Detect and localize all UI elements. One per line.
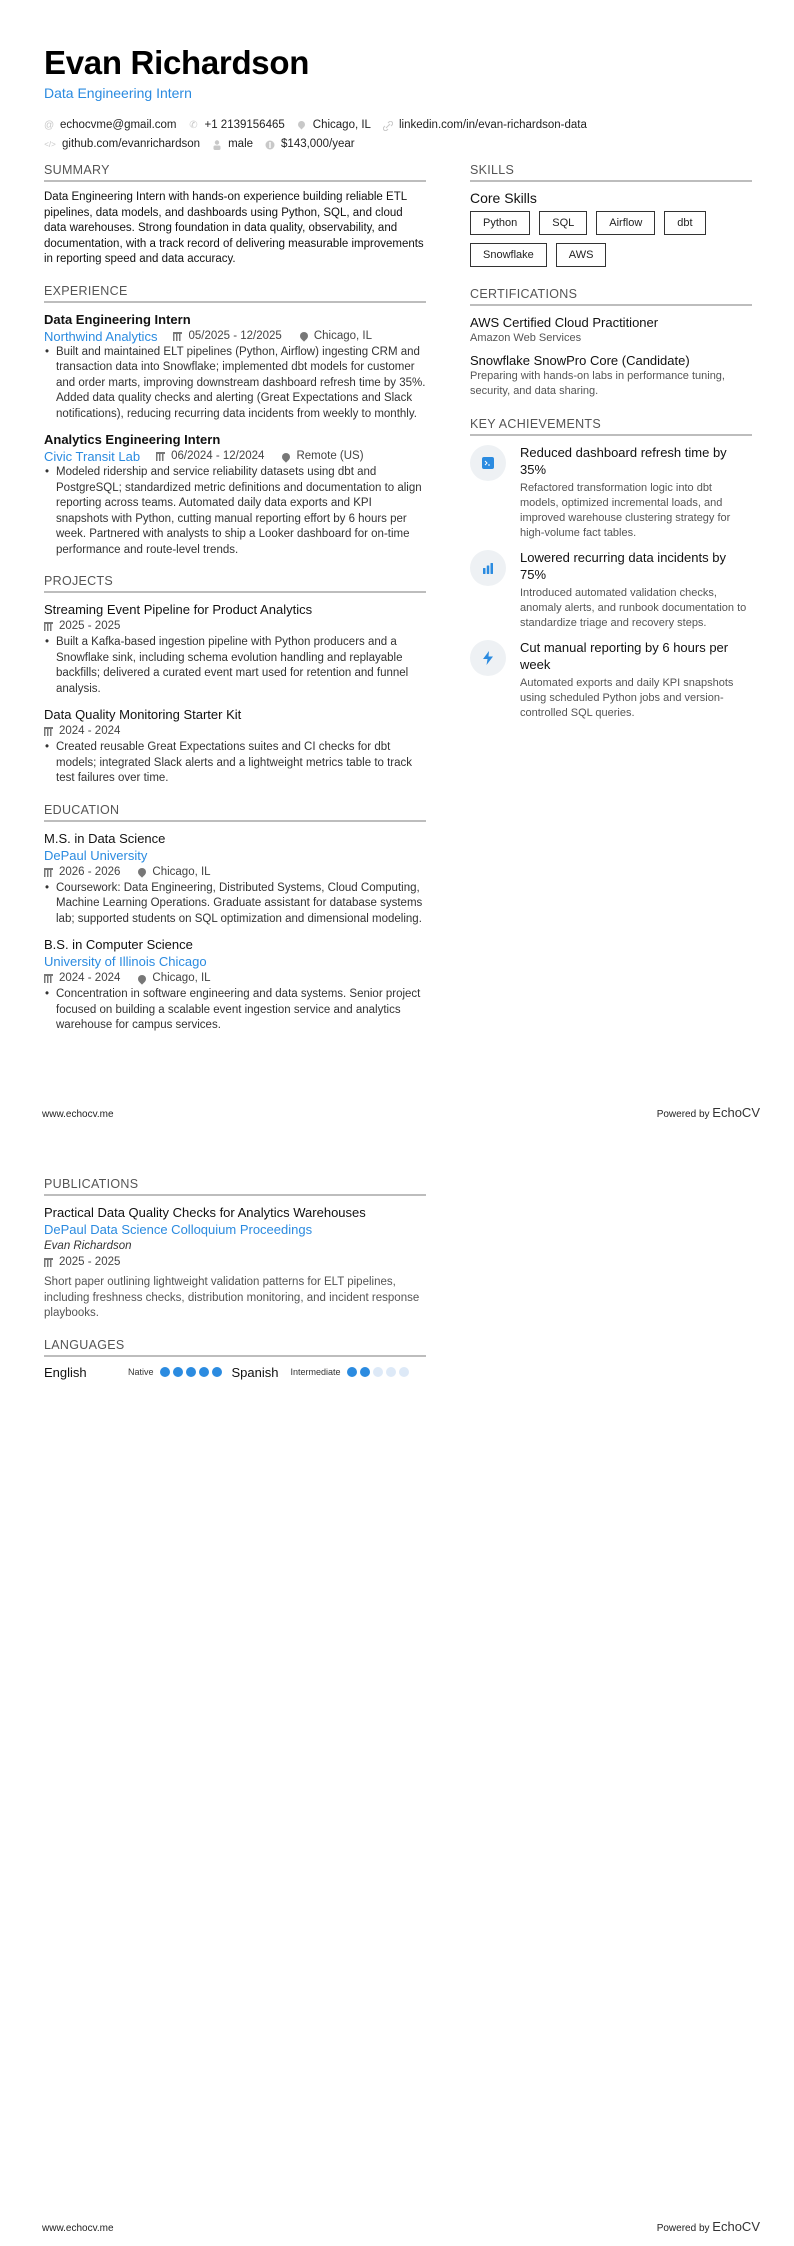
achievement-desc: Automated exports and daily KPI snapshots using scheduled Python jobs and version-controlled SQL queries.	[520, 677, 734, 719]
calendar-icon	[44, 727, 53, 736]
powered-by-text: Powered by	[656, 2223, 710, 2234]
proficiency-dot	[360, 1367, 370, 1377]
section-heading-skills: SKILLS	[470, 163, 752, 182]
education-bullets	[44, 987, 426, 1034]
skill-group-title: Core Skills	[470, 190, 537, 206]
calendar-icon	[44, 1258, 53, 1267]
contact-linkedin[interactable]	[383, 116, 587, 135]
section-heading-summary: SUMMARY	[44, 163, 426, 182]
section-heading-projects: PROJECTS	[44, 574, 426, 593]
salary-icon	[265, 140, 275, 150]
achievement-body	[520, 549, 752, 631]
job-location	[282, 448, 363, 465]
calendar-icon	[44, 974, 53, 983]
education-location	[138, 970, 210, 987]
summary-text: Data Engineering Intern with hands-on experience building reliable ETL pipelines, data models, and dashboards using Python, SQL, and cloud data warehouses. Strong foundation in data quality, observability, and documentation, with a track record of delivering measurable improvements in reporting speed and data accuracy.	[44, 191, 424, 265]
bullet-item: • Coursework: Data Engineering, Distributed Systems, Cloud Computing, Machine Learning Operations. Graduate assistant for database systems lab; supported students on SQL optimization and dimensional modeling.	[44, 881, 426, 928]
achievement-item	[470, 549, 752, 631]
location-text: Chicago, IL	[312, 119, 371, 131]
proficiency-dot	[186, 1367, 196, 1377]
publication-title: Practical Data Quality Checks for Analytics Warehouses	[44, 1205, 366, 1220]
candidate-name: Evan Richardson	[44, 44, 310, 81]
publication-meta	[44, 1254, 426, 1271]
skill-tags	[470, 211, 752, 267]
location-pin-icon	[137, 866, 148, 877]
achievement-item	[470, 444, 752, 541]
skill-tag: Snowflake	[470, 243, 547, 267]
achievement-item	[470, 639, 752, 721]
proficiency-dot	[160, 1367, 170, 1377]
proficiency-dot	[386, 1367, 396, 1377]
phone-text: +1 2139156465	[204, 119, 285, 131]
languages-list	[44, 1365, 426, 1380]
location-icon	[297, 121, 307, 131]
education-dates	[44, 970, 120, 987]
location-pin-icon	[281, 451, 292, 462]
contact-row-1	[44, 116, 764, 135]
resume-header	[44, 44, 764, 154]
linkedin-text: linkedin.com/in/evan-richardson-data	[398, 119, 587, 131]
project-name: Streaming Event Pipeline for Product Analytics	[44, 602, 313, 617]
dates-text: 2025 - 2025	[59, 620, 121, 632]
school-name: University of Illinois Chicago	[44, 954, 207, 969]
education-section	[44, 803, 426, 1034]
achievement-title: Reduced dashboard refresh time by 35%	[520, 445, 727, 477]
certification-name: AWS Certified Cloud Practitioner	[470, 315, 659, 330]
company-name: Northwind Analytics	[44, 328, 158, 344]
location-text: Chicago, IL	[152, 972, 211, 984]
contact-info	[44, 116, 764, 154]
calendar-icon	[156, 452, 165, 461]
dates-text: 05/2025 - 12/2025	[188, 329, 282, 342]
dates-text: 06/2024 - 12/2024	[171, 450, 265, 462]
section-heading-publications: PUBLICATIONS	[44, 1177, 426, 1196]
code-icon: </>	[44, 139, 56, 149]
brand-name[interactable]: EchoCV	[712, 1105, 760, 1120]
terminal-icon	[470, 445, 506, 481]
project-meta	[44, 723, 426, 740]
experience-entry	[44, 311, 426, 423]
location-pin-icon	[298, 330, 309, 341]
section-heading-certifications: CERTIFICATIONS	[470, 287, 752, 306]
footer-site-link[interactable]: www.echocv.me	[42, 2223, 114, 2234]
job-meta	[44, 448, 426, 465]
dates-text: 2025 - 2025	[59, 1256, 121, 1268]
school-name: DePaul University	[44, 847, 148, 863]
job-bullets	[44, 345, 426, 423]
section-heading-languages: LANGUAGES	[44, 1338, 426, 1357]
bullet-item: • Concentration in software engineering and data systems. Senior project focused on building a scalable event ingestion service and analytics warehouse for campus services.	[44, 987, 426, 1034]
achievement-body	[520, 639, 752, 721]
education-meta	[44, 970, 426, 987]
dates-text: 2024 - 2024	[59, 972, 121, 984]
bar-chart-icon	[470, 550, 506, 586]
contact-location	[297, 116, 371, 135]
experience-entry	[44, 431, 426, 558]
gender-text: male	[228, 138, 254, 150]
project-bullets	[44, 740, 426, 787]
skill-tag: Python	[470, 211, 530, 235]
summary-section	[44, 163, 426, 268]
proficiency-dot	[173, 1367, 183, 1377]
footer-site-link[interactable]: www.echocv.me	[42, 1109, 114, 1120]
achievements-section	[470, 417, 752, 721]
languages-section	[44, 1338, 426, 1380]
github-text: github.com/evanrichardson	[62, 138, 201, 150]
link-icon	[383, 121, 393, 131]
proficiency-dot	[212, 1367, 222, 1377]
project-dates	[44, 618, 120, 635]
language-item	[44, 1365, 222, 1380]
certifications-section	[470, 287, 752, 399]
education-dates	[44, 864, 120, 881]
education-entry	[44, 830, 426, 928]
proficiency-dots	[160, 1367, 222, 1377]
degree: M.S. in Data Science	[44, 830, 166, 846]
page-footer	[42, 1105, 760, 1120]
publication-description: Short paper outlining lightweight validation patterns for ELT pipelines, including freshness checks, distribution monitoring, and incident response playbooks.	[44, 1276, 420, 1319]
section-heading-experience: EXPERIENCE	[44, 284, 426, 303]
education-meta	[44, 864, 426, 881]
left-column-page-2	[44, 1177, 426, 1396]
brand-name[interactable]: EchoCV	[712, 2219, 760, 2234]
certification-issuer: Amazon Web Services	[470, 332, 582, 344]
bullet-item: • Built a Kafka-based ingestion pipeline with Python producers and a Snowflake sink, including schema evolution handling and replayable backfills; delivered a curated event mart used for retention and funnel analysis.	[44, 635, 426, 697]
job-bullets	[44, 465, 426, 558]
contact-phone[interactable]	[189, 116, 285, 135]
location-text: Remote (US)	[296, 450, 364, 462]
at-icon: @	[44, 119, 55, 131]
language-name: English	[44, 1364, 87, 1380]
contact-row-2	[44, 135, 764, 154]
proficiency-dot	[347, 1367, 357, 1377]
project-name: Data Quality Monitoring Starter Kit	[44, 707, 242, 722]
user-icon	[212, 140, 222, 150]
publication-author: Evan Richardson	[44, 1240, 132, 1252]
bullet-item: • Built and maintained ELT pipelines (Python, Airflow) ingesting CRM and transaction data into Snowflake; implemented dbt models for customer and order marts, improving downstream dashboard refresh time by 35%. Added data quality checks and alerting (Great Expectations and Slack notifications), reducing recurring data incidents from weekly to monthly.	[44, 345, 426, 423]
skill-tag: dbt	[664, 211, 705, 235]
projects-section	[44, 574, 426, 787]
skills-section	[470, 163, 752, 267]
bullet-item: • Created reusable Great Expectations suites and CI checks for dbt models; integrated Slack alerts and a lightweight metrics table to track test failures over time.	[44, 740, 426, 787]
publications-section	[44, 1177, 426, 1322]
proficiency-dots	[347, 1367, 409, 1377]
achievement-desc: Introduced automated validation checks, anomaly alerts, and runbook documentation to standardize triage and recovery steps.	[520, 587, 747, 629]
achievement-title: Cut manual reporting by 6 hours per week	[520, 640, 729, 672]
section-heading-education: EDUCATION	[44, 803, 426, 822]
left-column	[44, 163, 426, 1050]
contact-email[interactable]	[44, 116, 177, 135]
job-dates	[173, 328, 281, 345]
contact-github[interactable]	[44, 135, 200, 154]
phone-icon: ✆	[189, 119, 198, 131]
powered-by-text: Powered by	[656, 1109, 710, 1120]
achievement-body	[520, 444, 752, 541]
education-bullets	[44, 881, 426, 928]
project-bullets	[44, 635, 426, 697]
footer-powered	[657, 2219, 760, 2234]
experience-section	[44, 284, 426, 559]
dates-text: 2026 - 2026	[59, 865, 121, 878]
project-dates	[44, 723, 120, 740]
right-column	[470, 163, 752, 737]
location-pin-icon	[137, 973, 148, 984]
proficiency-dot	[199, 1367, 209, 1377]
job-role: Analytics Engineering Intern	[44, 432, 221, 447]
job-meta	[44, 328, 426, 345]
resume-page-2	[0, 1123, 794, 2246]
certification-description: Preparing with hands-on labs in performance tuning, security, and data sharing.	[470, 370, 725, 397]
salary-text: $143,000/year	[281, 138, 355, 150]
language-name: Spanish	[231, 1364, 279, 1380]
contact-salary	[265, 135, 355, 154]
language-item	[232, 1365, 409, 1380]
candidate-title: Data Engineering Intern	[44, 85, 192, 101]
publication-venue: DePaul Data Science Colloquium Proceedings	[44, 1222, 313, 1237]
education-entry	[44, 936, 426, 1034]
contact-gender	[212, 135, 253, 154]
location-text: Chicago, IL	[152, 865, 211, 878]
email-text: echocvme@gmail.com	[60, 119, 177, 131]
job-location	[300, 328, 372, 345]
dates-text: 2024 - 2024	[59, 725, 121, 737]
location-text: Chicago, IL	[313, 329, 372, 342]
bullet-item: • Modeled ridership and service reliability datasets using dbt and PostgreSQL; standardized metric definitions and documentation to align reporting across teams. Automated daily data exports and KPI snapshots with Python, cutting manual reporting effort by 6 hours per week. Partnered with analysts to ship a Looker dashboard for on-time performance and route-level trends.	[44, 465, 426, 558]
page-footer	[42, 2219, 760, 2234]
project-entry	[44, 706, 426, 787]
calendar-icon	[44, 868, 53, 877]
calendar-icon	[44, 622, 53, 631]
lightning-icon	[470, 640, 506, 676]
company-name: Civic Transit Lab	[44, 449, 141, 464]
certification-name: Snowflake SnowPro Core (Candidate)	[470, 353, 690, 368]
degree: B.S. in Computer Science	[44, 937, 193, 952]
publication-entry	[44, 1204, 426, 1322]
job-role: Data Engineering Intern	[44, 311, 191, 327]
project-entry	[44, 601, 426, 697]
proficiency-dot	[373, 1367, 383, 1377]
education-location	[138, 864, 210, 881]
project-meta	[44, 618, 426, 635]
calendar-icon	[173, 332, 182, 341]
publication-dates	[44, 1254, 120, 1271]
footer-powered	[657, 1105, 760, 1120]
skill-tag: SQL	[539, 211, 587, 235]
achievement-title: Lowered recurring data incidents by 75%	[520, 550, 726, 582]
proficiency-dot	[399, 1367, 409, 1377]
section-heading-achievements: KEY ACHIEVEMENTS	[470, 417, 752, 436]
language-level: Native	[128, 1367, 154, 1377]
skill-tag: AWS	[556, 243, 607, 267]
skill-tag: Airflow	[596, 211, 655, 235]
achievement-desc: Refactored transformation logic into dbt models, optimized incremental loads, and improved warehouse clustering strategy for high-volume fact tables.	[520, 482, 731, 539]
language-level: Intermediate	[290, 1367, 341, 1377]
job-dates	[156, 448, 264, 465]
